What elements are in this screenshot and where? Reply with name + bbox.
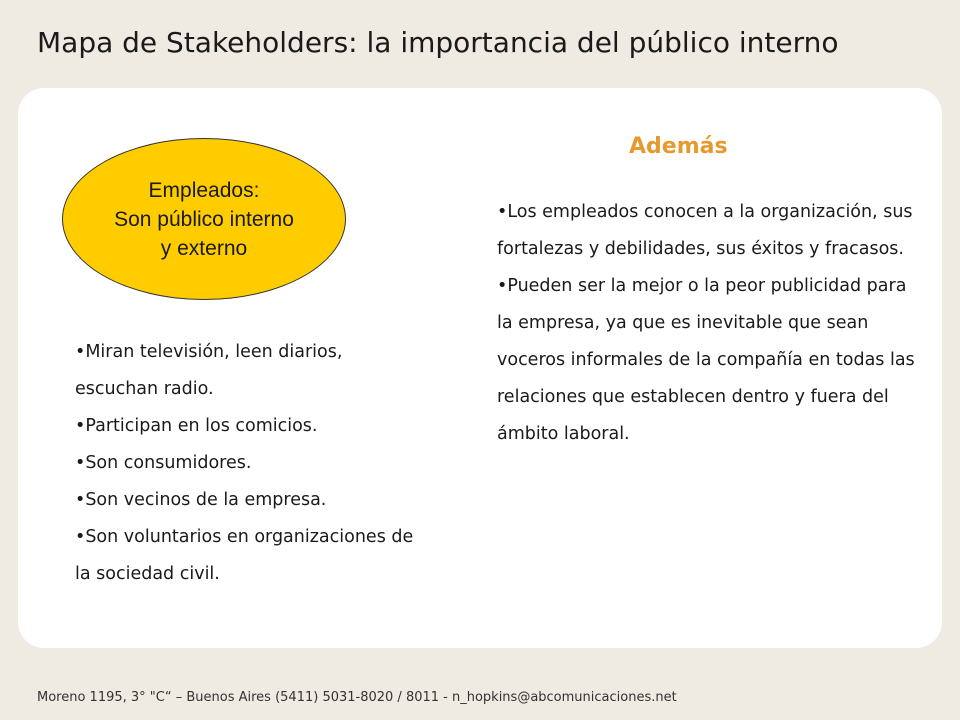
bullet-marker: • — [75, 490, 86, 510]
bullet-marker: • — [75, 416, 86, 436]
slide-title: Mapa de Stakeholders: la importancia del público interno — [37, 26, 839, 59]
left-bullet-text: Participan en los comicios. — [85, 416, 318, 436]
left-bullet-item — [75, 519, 420, 593]
bullet-marker: • — [75, 453, 86, 473]
left-bullet-text: Miran televisión, leen diarios, escuchan radio. — [75, 342, 343, 399]
right-bullet-list — [497, 194, 917, 453]
left-bullet-item — [75, 408, 420, 445]
bullet-marker: • — [497, 276, 508, 296]
left-bullet-item — [75, 482, 420, 519]
left-bullet-item — [75, 334, 420, 408]
left-bullet-text: Son vecinos de la empresa. — [85, 490, 327, 510]
oval-line-3: y externo — [160, 236, 248, 260]
right-heading: Además — [629, 134, 728, 159]
oval-line-2: Son público interno — [114, 207, 294, 231]
bullet-marker: • — [497, 202, 508, 222]
employees-oval — [62, 138, 346, 300]
right-bullet-item — [497, 194, 917, 268]
footer-contact: Moreno 1195, 3° "C“ – Buenos Aires (5411) 5031-8020 / 8011 - n_hopkins@abcomunicaciones.net — [37, 690, 677, 705]
left-bullet-text: Son voluntarios en organizaciones de la sociedad civil. — [75, 527, 414, 584]
right-bullet-text: Los empleados conocen a la organización, sus fortalezas y debilidades, sus éxitos y fracasos. — [497, 202, 913, 259]
oval-line-1: Empleados: — [148, 178, 260, 202]
left-bullet-text: Son consumidores. — [85, 453, 252, 473]
left-bullet-list — [75, 334, 420, 593]
left-bullet-item — [75, 445, 420, 482]
bullet-marker: • — [75, 527, 86, 547]
bullet-marker: • — [75, 342, 86, 362]
right-bullet-item — [497, 268, 917, 453]
right-bullet-text: Pueden ser la mejor o la peor publicidad para la empresa, ya que es inevitable que sean voceros informales de la compañía en todas las relaciones que establecen dentro y fuera del ámbito laboral. — [497, 276, 915, 444]
oval-label — [114, 176, 294, 263]
